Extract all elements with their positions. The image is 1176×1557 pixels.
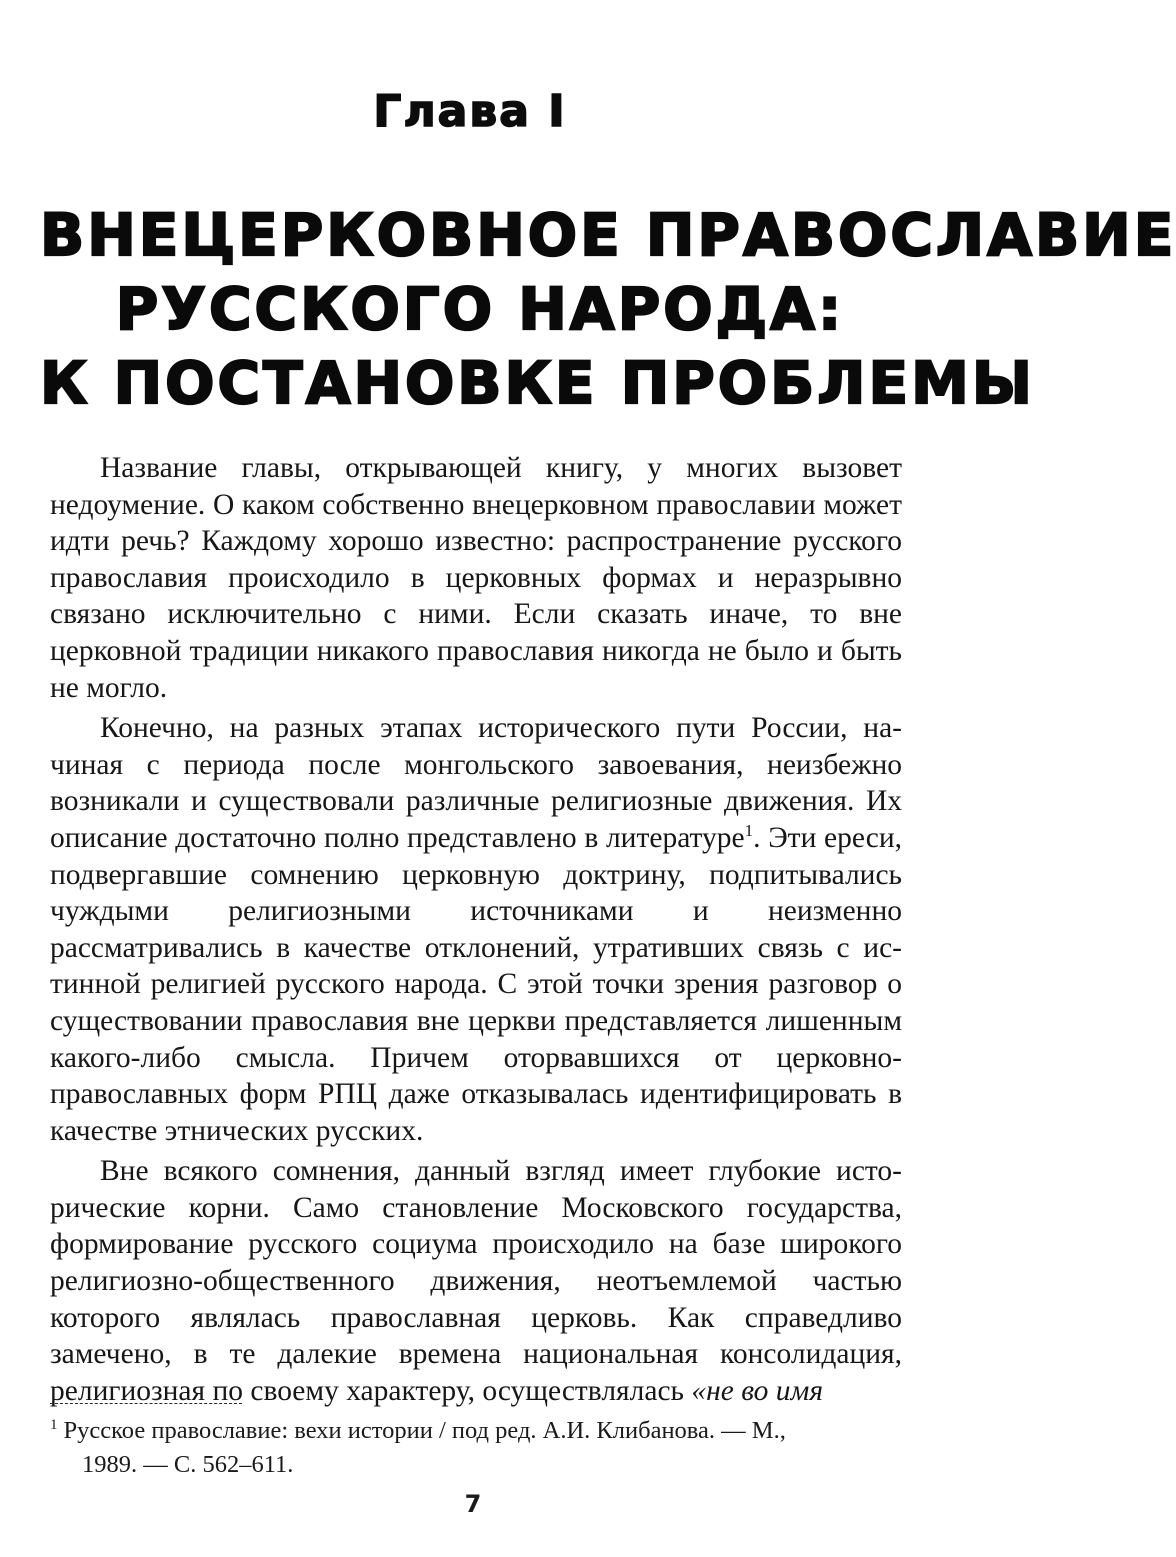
paragraph-1: Название главы, открывающей книгу, у многих вызовет недоумение. О каком собственно внецерковном православии может идти речь? Каждому хорошо известно: распространение русского православия происходило в церковных формах и неразрывно связано исключительно с ними. Если сказать иначе, то вне церковной традиции никакого православия никогда не было и быть не могло.	[50, 452, 902, 704]
footnote-mark: 1	[50, 1416, 58, 1433]
page-number: 7	[464, 1490, 482, 1518]
chapter-title-line-1: ВНЕЦЕРКОВНОЕ ПРАВОСЛАВИЕ	[40, 201, 1176, 269]
footnote-divider	[50, 1403, 242, 1404]
paragraph-2-rest: . Эти ереси, подвергавшие сомнению церковную доктрину, подпитывались чуждыми религиозными источниками и неизменно рассматривались в качестве отклонений, утративших связь с истинной религией русского народа. С этой точки зрения разговор о существовании православия вне церкви представляется лишенным какого-либо смысла. Причем оторвавшихся от церковно-православных форм РПЦ даже отказывалась идентифицировать в качестве этнических русских.	[50, 821, 902, 1147]
chapter-title-line-3: К ПОСТАНОВКЕ ПРОБЛЕМЫ	[40, 349, 1035, 417]
footnote	[50, 1414, 910, 1482]
chapter-title-line-2: РУССКОГО НАРОДА:	[115, 275, 845, 343]
paragraph-3-quote: «не во имя	[691, 1374, 824, 1407]
footnote-reference[interactable]: 1	[744, 821, 754, 841]
footnote-line-1: Русское православие: вехи истории / под ред. А.И. Клибанова. — М.,	[63, 1417, 786, 1444]
footnote-line-2: 1989. — С. 562–611.	[82, 1451, 294, 1478]
chapter-label: Глава I	[373, 86, 567, 137]
paragraph-2	[50, 710, 902, 1149]
body-text	[50, 450, 902, 1413]
paragraph-2-main: Конечно, на разных этапах исторического пути России, начиная с периода после монгольского завоевания, неизбежно возникали и существовали различные религиозные движения. Их описание достаточно полно представлено в литературе	[50, 712, 902, 854]
chapter-title	[40, 198, 1176, 420]
paragraph-3	[50, 1153, 902, 1409]
paragraph-3-main: Вне всякого сомнения, данный взгляд имеет глубокие исторические корни. Само становление Московского государства, формирование русского социума происходило на базе широкого религиозно-общественного движения, неотъемлемой частью которого являлась православная церковь. Как справедливо замечено, в те далекие времена национальная консолидация, религиозная по своему характеру, осуществлялась	[50, 1155, 902, 1407]
